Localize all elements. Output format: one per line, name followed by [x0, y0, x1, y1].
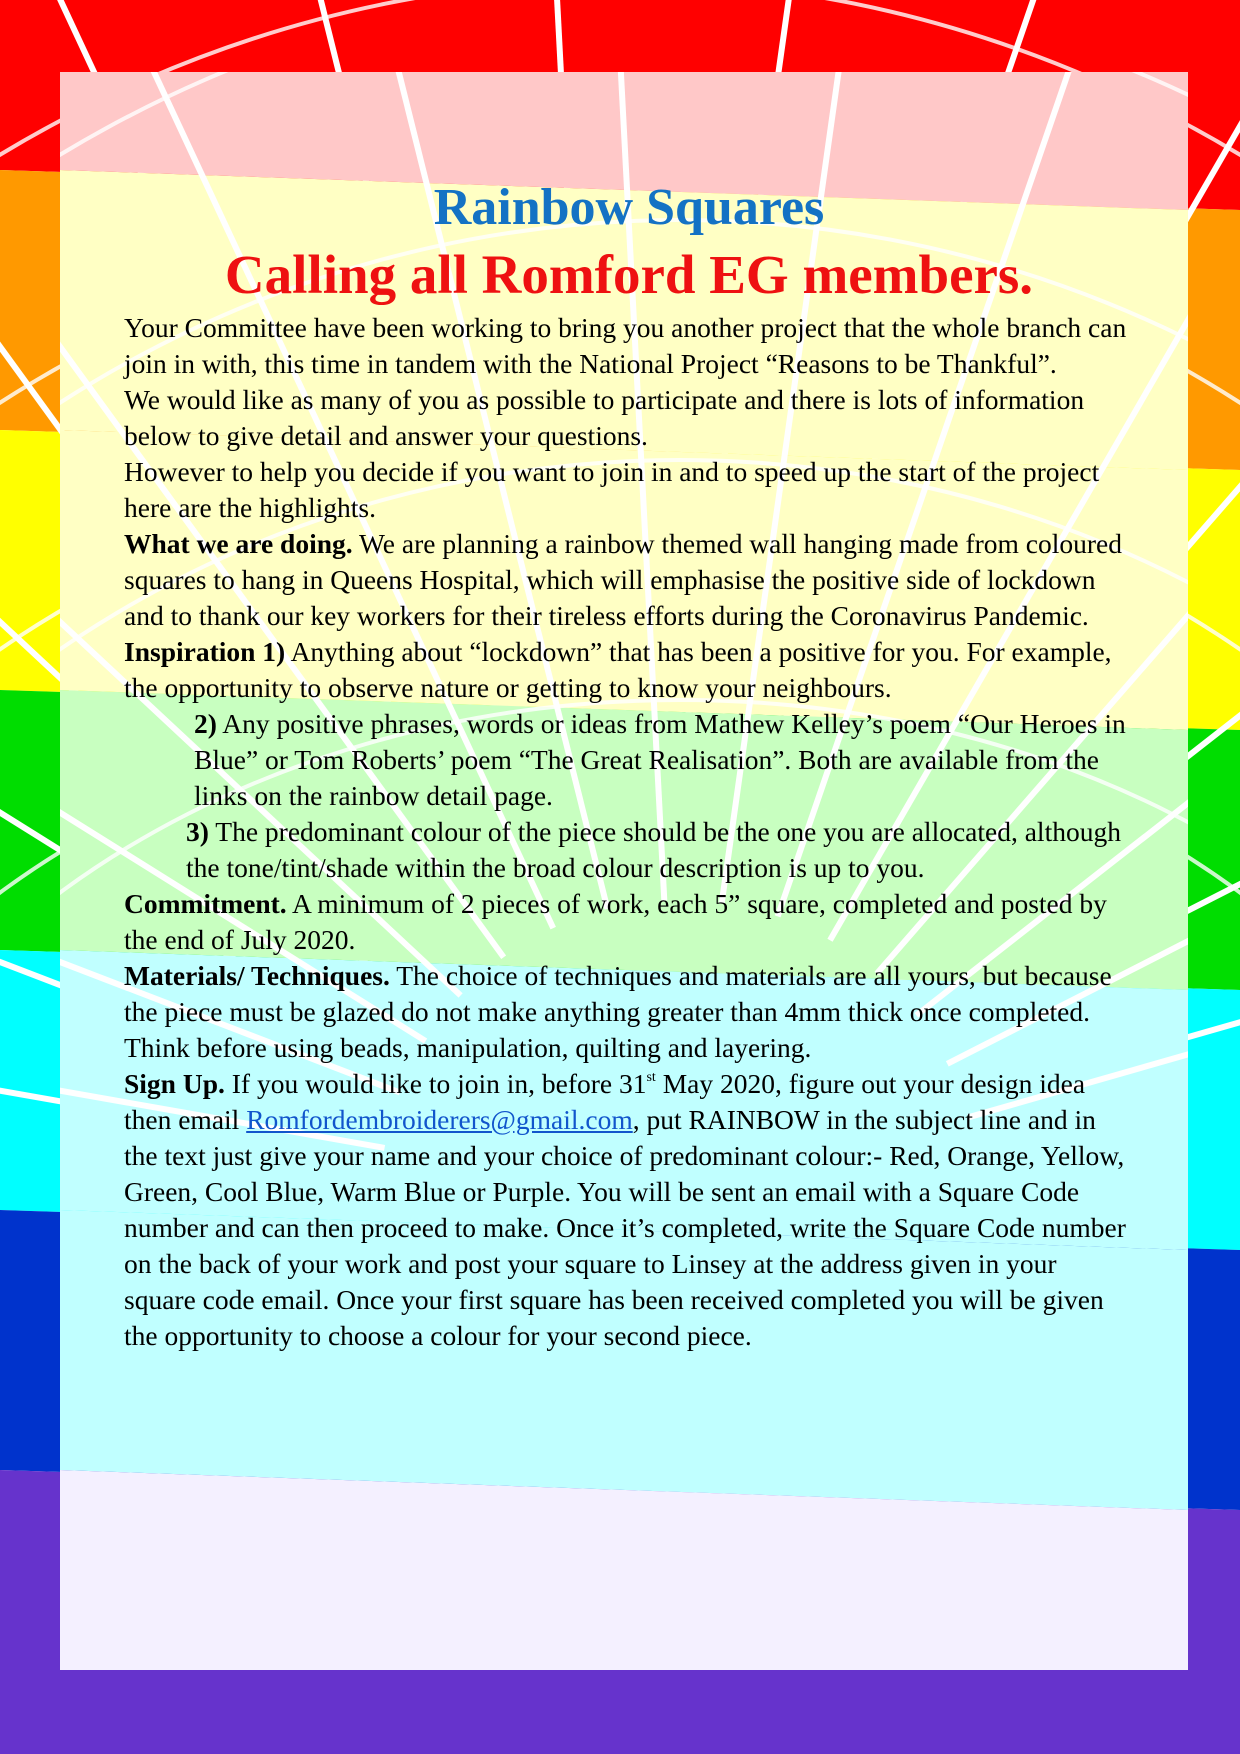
what-we-are-doing-section — [124, 526, 1134, 634]
commitment-label: Commitment. — [124, 888, 287, 919]
flyer-content — [124, 176, 1134, 1354]
signup-text-c: , put RAINBOW in the subject line and in the text just give your name and your choice of predominant colour:- Red, Orange, Yellow, Green, Cool Blue, Warm Blue or Purple. You will be sent an email with a Square Code number and can then proceed to make. Once it’s completed, write the Square Code number on the back of your work and post your square to Linsey at the address given in your square code email. Once your first square has been received completed you will be given the opportunity to choose a colour for your second piece. — [124, 1104, 1126, 1351]
flyer-body — [124, 310, 1134, 1354]
signup-label: Sign Up. — [124, 1068, 225, 1099]
what-text: We are planning a rainbow themed wall hanging made from coloured squares to hang in Queens Hospital, which will emphasise the positive side of lockdown and to thank our key workers for their tireless efforts during the Coronavirus Pandemic. — [124, 528, 1122, 631]
intro-paragraph-2: We would like as many of you as possible to participate and there is lots of information below to give detail and answer your questions. — [124, 384, 1085, 451]
email-link[interactable]: Romfordembroiderers@gmail.com — [246, 1104, 633, 1135]
signup-date-suffix: st — [646, 1070, 656, 1085]
inspiration-label-3: 3) — [186, 816, 209, 847]
inspiration-text-1: Anything about “lockdown” that has been a positive for you. For example, the opportunity to observe nature or getting to know your neighbours. — [124, 636, 1112, 703]
intro-paragraph-1: Your Committee have been working to bring you another project that the whole branch can join in with, this time in tandem with the National Project “Reasons to be Thankful”. — [124, 312, 1127, 379]
commitment-section — [124, 886, 1134, 958]
inspiration-text-3: The predominant colour of the piece should be the one you are allocated, although the tone/tint/shade within the broad colour description is up to you. — [186, 816, 1121, 883]
inspiration-item-1 — [124, 634, 1134, 706]
signup-text-b: May 2020, figure out your design idea then email — [124, 1068, 1086, 1135]
signup-section — [124, 1066, 1134, 1354]
intro-paragraph-3: However to help you decide if you want to join in and to speed up the start of the project here are the highlights. — [124, 456, 1100, 523]
inspiration-label-2: 2) — [194, 708, 217, 739]
flyer-subtitle: Calling all Romford EG members. — [224, 244, 1034, 305]
inspiration-label: Inspiration 1) — [124, 636, 286, 667]
inspiration-text-2: Any positive phrases, words or ideas from Mathew Kelley’s poem “Our Heroes in Blue” or Tom Roberts’ poem “The Great Realisation”. Both are available from the links on the rainbow detail page. — [194, 708, 1126, 811]
inspiration-item-3 — [124, 814, 1134, 886]
commitment-text: A minimum of 2 pieces of work, each 5” square, completed and posted by the end of July 2020. — [124, 888, 1107, 955]
content-panel — [60, 72, 1188, 1670]
what-label: What we are doing. — [124, 528, 353, 559]
materials-text: The choice of techniques and materials are all yours, but because the piece must be glazed do not make anything greater than 4mm thick once completed. Think before using beads, manipulation, quilting and layering. — [124, 960, 1112, 1063]
flyer-title: Rainbow Squares — [433, 179, 825, 236]
signup-text-a: If you would like to join in, before 31 — [224, 1068, 647, 1099]
materials-label: Materials/ Techniques. — [124, 960, 390, 991]
inspiration-item-2 — [124, 706, 1134, 814]
materials-section — [124, 958, 1134, 1066]
